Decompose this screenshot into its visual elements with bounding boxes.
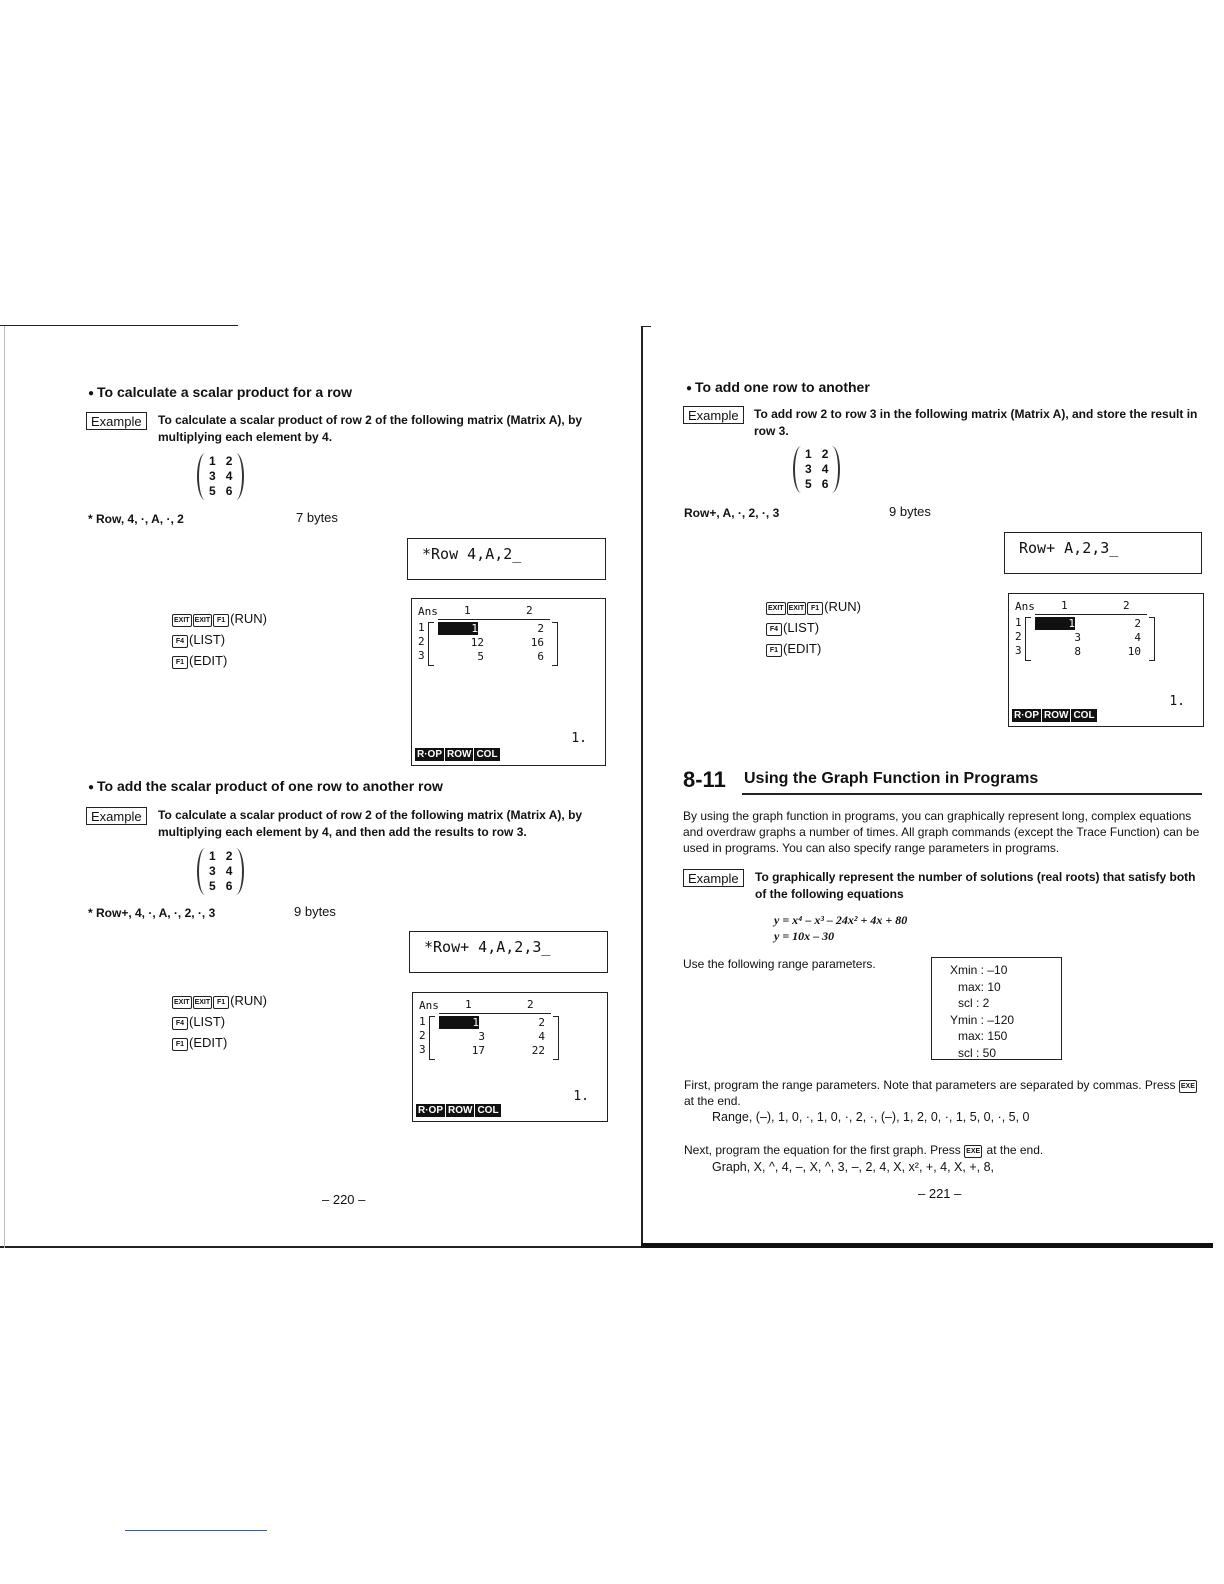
left-section1-lcd-screen: Ans 1 2 1 2 3 1 2 12 16 5 6 1. R·OP ROW COL	[411, 598, 606, 766]
right-page-number: – 221 –	[918, 1186, 962, 1201]
row-softkey: ROW	[1044, 710, 1069, 721]
right-section1-lcd-command: Row+ A,2,3_	[1004, 532, 1202, 574]
right-section2-example-text: To graphically represent the number of solutions (real roots) that satisfy both of the following equations	[755, 870, 1196, 901]
left-section2-example-text: To calculate a scalar product of row 2 of the following matrix (Matrix A), by multiplying each element by 4, and then add the results to row 3.	[158, 808, 583, 839]
left-edge-rule	[4, 326, 5, 1248]
range-xmin: Xmin : –10	[950, 963, 1008, 977]
left-section1-example-text: To calculate a scalar product of row 2 of the following matrix (Matrix A), by multiplying each element by 4.	[158, 413, 583, 444]
row-softkey: ROW	[447, 749, 472, 760]
range-intro: Use the following range parameters.	[683, 957, 876, 971]
range-yscl: scl : 50	[958, 1045, 997, 1060]
exe-key: EXE	[964, 1145, 982, 1158]
r-op-softkey: R·OP	[418, 1105, 443, 1116]
right-section1-key-sequence: Row+, A, ·, 2, ·, 3	[684, 506, 780, 520]
key-row-list: F4 (LIST)	[172, 629, 267, 650]
bottom-left-rule	[0, 1246, 641, 1248]
equation-1: y = x⁴ – x³ – 24x² + 4x + 80	[774, 913, 908, 927]
exit-key: EXIT	[172, 614, 192, 627]
right-section1-bytes: 9 bytes	[889, 504, 931, 519]
range-ymin: Ymin : –120	[950, 1012, 1015, 1027]
left-section1-matrix: 1 2 3 4 5 6	[197, 453, 244, 500]
col-softkey: COL	[1073, 710, 1095, 721]
left-section2-matrix: 1 2 3 4 5 6	[197, 848, 244, 895]
exit-key: EXIT	[787, 602, 807, 615]
left-section1-example-label: Example	[86, 412, 147, 430]
left-page-number: – 220 –	[322, 1192, 366, 1207]
selected-cell: 1	[439, 1016, 479, 1029]
selected-cell: 1	[1035, 617, 1075, 630]
left-section2-lcd-screen: Ans 1 2 1 2 3 1 2 3 4 17 22 1. R·OP ROW COL	[412, 992, 608, 1122]
f4-key: F4	[172, 1017, 188, 1030]
left-section1-lcd-command: *Row 4,A,2_	[407, 538, 606, 580]
col-softkey: COL	[477, 1105, 499, 1116]
key-row-list: F4 (LIST)	[766, 617, 861, 638]
left-section1-bytes: 7 bytes	[296, 510, 338, 525]
left-section2-bytes: 9 bytes	[294, 904, 336, 919]
right-section1-heading: ● To add one row to another	[686, 379, 870, 395]
f1-key: F1	[766, 644, 782, 657]
left-section1-keys	[172, 608, 267, 671]
r-op-softkey: R·OP	[1014, 710, 1039, 721]
range-xscl: scl : 2	[958, 996, 990, 1010]
exit-key: EXIT	[193, 614, 213, 627]
selected-cell: 1	[438, 622, 478, 635]
exit-key: EXIT	[193, 996, 213, 1009]
col-softkey: COL	[476, 749, 498, 760]
f4-key: F4	[172, 635, 188, 648]
top-left-rule	[0, 325, 238, 326]
right-section1-matrix: 1 2 3 4 5 6	[793, 446, 840, 493]
gutter-tick	[641, 326, 651, 327]
key-row-edit: F1 (EDIT)	[172, 650, 267, 671]
page-gutter	[641, 326, 643, 1246]
range-sequence: Range, (–), 1, 0, ·, 1, 0, ·, 2, ·, (–), 1, 2, 0, ·, 1, 5, 0, ·, 5, 0	[712, 1110, 1030, 1124]
footer-link-line	[125, 1530, 267, 1531]
equation-2: y = 10x – 30	[774, 929, 835, 943]
key-row-run: EXIT EXIT F1 (RUN)	[174, 611, 267, 626]
right-section1-example-label: Example	[683, 406, 744, 424]
section-title-underline	[742, 793, 1202, 795]
bottom-right-rule	[641, 1243, 1213, 1248]
right-section1-example-text: To add row 2 to row 3 in the following matrix (Matrix A), and store the result in row 3.	[754, 407, 1198, 438]
right-section2-example-label: Example	[683, 869, 744, 887]
f1-key: F1	[807, 602, 823, 615]
graph-program-paragraph: Next, program the equation for the first graph. Press EXE at the end.	[684, 1143, 1044, 1157]
range-xmax: max: 10	[958, 979, 1001, 994]
key-row-edit: F1 (EDIT)	[766, 638, 861, 659]
r-op-softkey: R·OP	[417, 749, 442, 760]
right-section1-lcd-screen: Ans 1 2 1 2 3 1 2 3 4 8 10 1. R·OP ROW COL	[1008, 593, 1204, 727]
range-program-paragraph: First, program the range parameters. Note that parameters are separated by commas. Press EXE at the end.	[684, 1078, 1195, 1108]
left-section2-key-sequence: * Row+, 4, ·, A, ·, 2, ·, 3	[88, 906, 216, 920]
section-intro: By using the graph function in programs, you can graphically represent long, complex equations and overdraw graphs a number of times. All graph commands (except the Trace Function) can be used in programs. You can also specify range parameters in programs.	[683, 809, 1200, 855]
graph-sequence: Graph, X, ^, 4, –, X, ^, 3, –, 2, 4, X, x², +, 4, X, +, 8,	[712, 1160, 995, 1174]
exit-key: EXIT	[766, 602, 786, 615]
f1-key: F1	[213, 614, 229, 627]
key-row-list: F4 (LIST)	[172, 1011, 267, 1032]
f4-key: F4	[766, 623, 782, 636]
left-section1-heading: ● To calculate a scalar product for a row	[88, 384, 352, 400]
range-parameters-box	[931, 957, 1062, 1060]
f1-key: F1	[213, 996, 229, 1009]
section-number: 8-11	[683, 767, 726, 792]
key-row-run: EXIT EXIT F1 (RUN)	[768, 599, 861, 614]
exe-key: EXE	[1179, 1080, 1197, 1093]
range-ymax: max: 150	[958, 1029, 1008, 1043]
key-row-run: EXIT EXIT F1 (RUN)	[174, 993, 267, 1008]
left-section1-key-sequence: * Row, 4, ·, A, ·, 2	[88, 512, 184, 526]
right-section1-keys	[766, 596, 861, 659]
left-section2-heading: ● To add the scalar product of one row to another row	[88, 778, 443, 794]
f1-key: F1	[172, 656, 188, 669]
left-section2-example-label: Example	[86, 807, 147, 825]
left-section2-lcd-command: *Row+ 4,A,2,3_	[409, 931, 608, 973]
row-softkey: ROW	[448, 1105, 473, 1116]
exit-key: EXIT	[172, 996, 192, 1009]
key-row-edit: F1 (EDIT)	[172, 1032, 267, 1053]
section-title: Using the Graph Function in Programs	[744, 770, 1039, 787]
left-section2-keys	[172, 990, 267, 1053]
f1-key: F1	[172, 1038, 188, 1051]
